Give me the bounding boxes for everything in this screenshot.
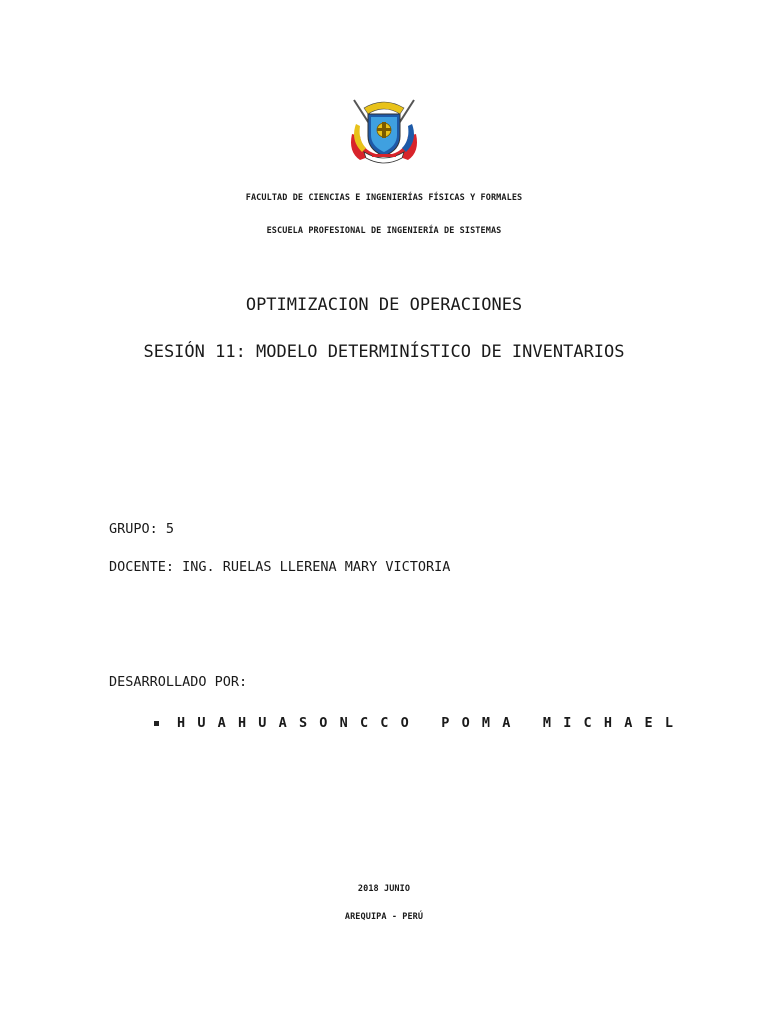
developed-by-label: DESARROLLADO POR: bbox=[109, 674, 248, 690]
document-place: AREQUIPA - PERÚ bbox=[344, 912, 424, 922]
square-bullet-icon bbox=[154, 721, 159, 726]
author-name: HUAHUASONCCO POMA MICHAEL bbox=[177, 715, 686, 731]
session-title: SESIÓN 11: MODELO DETERMINÍSTICO DE INVENTARIOS bbox=[143, 342, 625, 362]
author-list-item bbox=[154, 713, 685, 733]
university-crest-icon bbox=[346, 94, 422, 166]
course-title: OPTIMIZACION DE OPERACIONES bbox=[245, 295, 523, 315]
school-name: ESCUELA PROFESIONAL DE INGENIERÍA DE SISTEMAS bbox=[266, 226, 502, 236]
document-date: 2018 JUNIO bbox=[357, 884, 411, 894]
teacher-line: DOCENTE: ING. RUELAS LLERENA MARY VICTORIA bbox=[109, 559, 451, 575]
faculty-name: FACULTAD DE CIENCIAS E INGENIERÍAS FÍSICAS Y FORMALES bbox=[245, 193, 523, 203]
group-line: GRUPO: 5 bbox=[109, 521, 175, 537]
